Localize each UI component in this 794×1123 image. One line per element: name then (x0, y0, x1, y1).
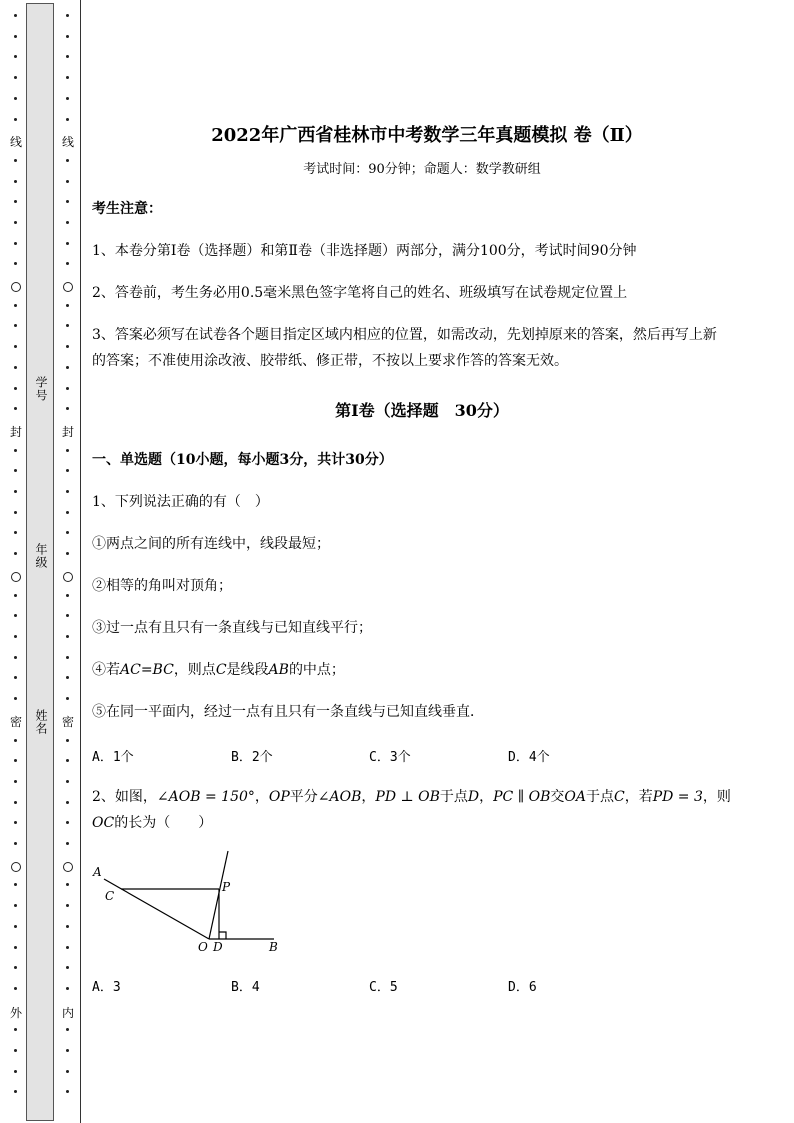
outer-dot (14, 490, 17, 493)
outer-dot (14, 76, 17, 79)
outer-dot (14, 821, 17, 824)
inner-dot (66, 387, 69, 390)
outer-dot (14, 159, 17, 162)
inner-cut-label: 密 (61, 715, 74, 729)
inner-dot (66, 1070, 69, 1073)
outer-circle-mark (11, 862, 21, 872)
outer-dot (14, 635, 17, 638)
outer-dot (14, 14, 17, 17)
notice-item-3-continued: 的答案；不准使用涂改液、胶带纸、修正带，不按以上要求作答的答案无效。 (92, 353, 568, 369)
inner-dot (66, 552, 69, 555)
inner-dot (66, 676, 69, 679)
inner-dot (66, 262, 69, 265)
point-label-b: B (269, 940, 278, 954)
outer-dot (14, 221, 17, 224)
q2-option-c[interactable]: C．5 (369, 980, 398, 995)
inner-dot (66, 594, 69, 597)
inner-dot (66, 656, 69, 659)
inner-dot (66, 842, 69, 845)
outer-dot (14, 511, 17, 514)
point-label-a: A (93, 865, 102, 879)
ray-oa (104, 879, 209, 939)
inner-dotted-cut-line (62, 0, 74, 1123)
inner-cut-label: 线 (61, 135, 74, 149)
outer-dot (14, 55, 17, 58)
student-id-field: 学号 (34, 376, 48, 402)
inner-dot (66, 324, 69, 327)
outer-dot (14, 594, 17, 597)
outer-dot (14, 1070, 17, 1073)
q1-option-d[interactable]: D．4个 (508, 750, 550, 765)
outer-dot (14, 656, 17, 659)
outer-dot (14, 97, 17, 100)
inner-dot (66, 531, 69, 534)
inner-circle-mark (63, 282, 73, 292)
inner-dot (66, 304, 69, 307)
inner-dot (66, 200, 69, 203)
outer-dot (14, 449, 17, 452)
inner-dot (66, 946, 69, 949)
inner-dot (66, 76, 69, 79)
outer-dot (14, 946, 17, 949)
inner-dot (66, 801, 69, 804)
question-1-statement-4: ④若AC=BC，则点C是线段AB的中点； (92, 662, 345, 678)
outer-dot (14, 366, 17, 369)
inner-dot (66, 118, 69, 121)
outer-dot (14, 759, 17, 762)
inner-dot (66, 635, 69, 638)
outer-dot (14, 925, 17, 928)
exam-subtitle: 考试时间：90分钟；命题人：数学教研组 (303, 162, 541, 177)
inner-dot (66, 883, 69, 886)
inner-dot (66, 780, 69, 783)
outer-cut-label: 线 (9, 135, 22, 149)
notice-item-1: 1、本卷分第Ⅰ卷（选择题）和第Ⅱ卷（非选择题）两部分，满分100分，考试时间90分钟 (92, 243, 637, 259)
outer-circle-mark (11, 282, 21, 292)
outer-dot (14, 883, 17, 886)
inner-dot (66, 242, 69, 245)
inner-dot (66, 366, 69, 369)
inner-dot (66, 697, 69, 700)
q1-option-b[interactable]: B．2个 (231, 750, 273, 765)
outer-dot (14, 469, 17, 472)
inner-dot (66, 35, 69, 38)
inner-dot (66, 739, 69, 742)
inner-dot (66, 966, 69, 969)
outer-dot (14, 387, 17, 390)
q1-option-a[interactable]: A．1个 (92, 750, 134, 765)
outer-dot (14, 200, 17, 203)
outer-dot (14, 304, 17, 307)
question-2-stem: 2、如图，∠AOB = 150°，OP平分∠AOB，PD ⊥ OB于点D，PC ∥ OB交OA于点C，若PD = 3，则 (92, 789, 731, 805)
outer-dot (14, 697, 17, 700)
notice-heading: 考生注意： (92, 201, 162, 217)
outer-dot (14, 966, 17, 969)
inner-dot (66, 1090, 69, 1093)
outer-dot (14, 1028, 17, 1031)
outer-dot (14, 242, 17, 245)
exam-title: 2022年广西省桂林市中考数学三年真题模拟 卷（Ⅱ） (211, 125, 643, 146)
q2-option-a[interactable]: A．3 (92, 980, 121, 995)
outer-dot (14, 1049, 17, 1052)
outer-dot (14, 407, 17, 410)
inner-cut-label: 封 (61, 425, 74, 439)
outer-dot (14, 552, 17, 555)
question-1-statement-1: ①两点之间的所有连线中，线段最短； (92, 536, 330, 552)
inner-dot (66, 759, 69, 762)
question-1-stem: 1、下列说法正确的有（ ） (92, 494, 269, 510)
question-2-stem-line-2: OC的长为（ ） (92, 815, 213, 831)
inner-dot (66, 221, 69, 224)
outer-dot (14, 118, 17, 121)
outer-cut-label: 外 (9, 1006, 22, 1020)
point-label-d: D (213, 940, 223, 954)
notice-item-2: 2、答卷前，考生务必用0.5毫米黑色签字笔将自己的姓名、班级填写在试卷规定位置上 (92, 285, 628, 301)
outer-dot (14, 531, 17, 534)
outer-dot (14, 801, 17, 804)
outer-dot (14, 614, 17, 617)
q2-option-d[interactable]: D．6 (508, 980, 537, 995)
notice-item-3: 3、答案必须写在试卷各个题目指定区域内相应的位置，如需改动，先划掉原来的答案，然后再写上新 (92, 327, 717, 343)
outer-dot (14, 35, 17, 38)
inner-dot (66, 925, 69, 928)
outer-dot (14, 904, 17, 907)
question-1-statement-3: ③过一点有且只有一条直线与已知直线平行； (92, 620, 372, 636)
inner-dot (66, 1028, 69, 1031)
inner-dot (66, 469, 69, 472)
outer-dot (14, 345, 17, 348)
question-1-statement-5: ⑤在同一平面内，经过一点有且只有一条直线与已知直线垂直． (92, 704, 484, 720)
outer-circle-mark (11, 572, 21, 582)
question-2-geometry-figure (92, 848, 292, 960)
inner-dot (66, 904, 69, 907)
inner-dot (66, 449, 69, 452)
name-field: 姓名 (34, 709, 48, 735)
part-title: 一、单选题（10小题，每小题3分，共计30分） (92, 452, 393, 468)
point-label-o: O (198, 940, 208, 954)
inner-cut-label: 内 (61, 1006, 74, 1020)
inner-dot (66, 1049, 69, 1052)
q2-option-b[interactable]: B．4 (231, 980, 260, 995)
right-angle-mark (219, 932, 226, 939)
inner-dot (66, 345, 69, 348)
outer-cut-label: 封 (9, 425, 22, 439)
inner-dot (66, 97, 69, 100)
inner-dot (66, 407, 69, 410)
inner-dot (66, 14, 69, 17)
inner-dot (66, 821, 69, 824)
outer-dot (14, 676, 17, 679)
outer-dot (14, 324, 17, 327)
inner-circle-mark (63, 862, 73, 872)
point-label-c: C (105, 889, 115, 903)
point-label-p: P (222, 880, 231, 894)
grade-field: 年级 (34, 543, 48, 569)
outer-dot (14, 1090, 17, 1093)
section-title: 第Ⅰ卷（选择题 30分） (335, 401, 509, 420)
inner-dot (66, 490, 69, 493)
inner-dot (66, 159, 69, 162)
margin-border-line (80, 0, 81, 1123)
outer-dot (14, 739, 17, 742)
inner-dot (66, 987, 69, 990)
outer-dot (14, 780, 17, 783)
inner-dot (66, 614, 69, 617)
outer-cut-label: 密 (9, 715, 22, 729)
inner-circle-mark (63, 572, 73, 582)
outer-dot (14, 842, 17, 845)
outer-dot (14, 180, 17, 183)
outer-dot (14, 262, 17, 265)
q1-option-c[interactable]: C．3个 (369, 750, 411, 765)
question-1-statement-2: ②相等的角叫对顶角； (92, 578, 232, 594)
inner-dot (66, 55, 69, 58)
outer-dot (14, 987, 17, 990)
inner-dot (66, 511, 69, 514)
inner-dot (66, 180, 69, 183)
outer-dotted-cut-line (10, 0, 22, 1123)
